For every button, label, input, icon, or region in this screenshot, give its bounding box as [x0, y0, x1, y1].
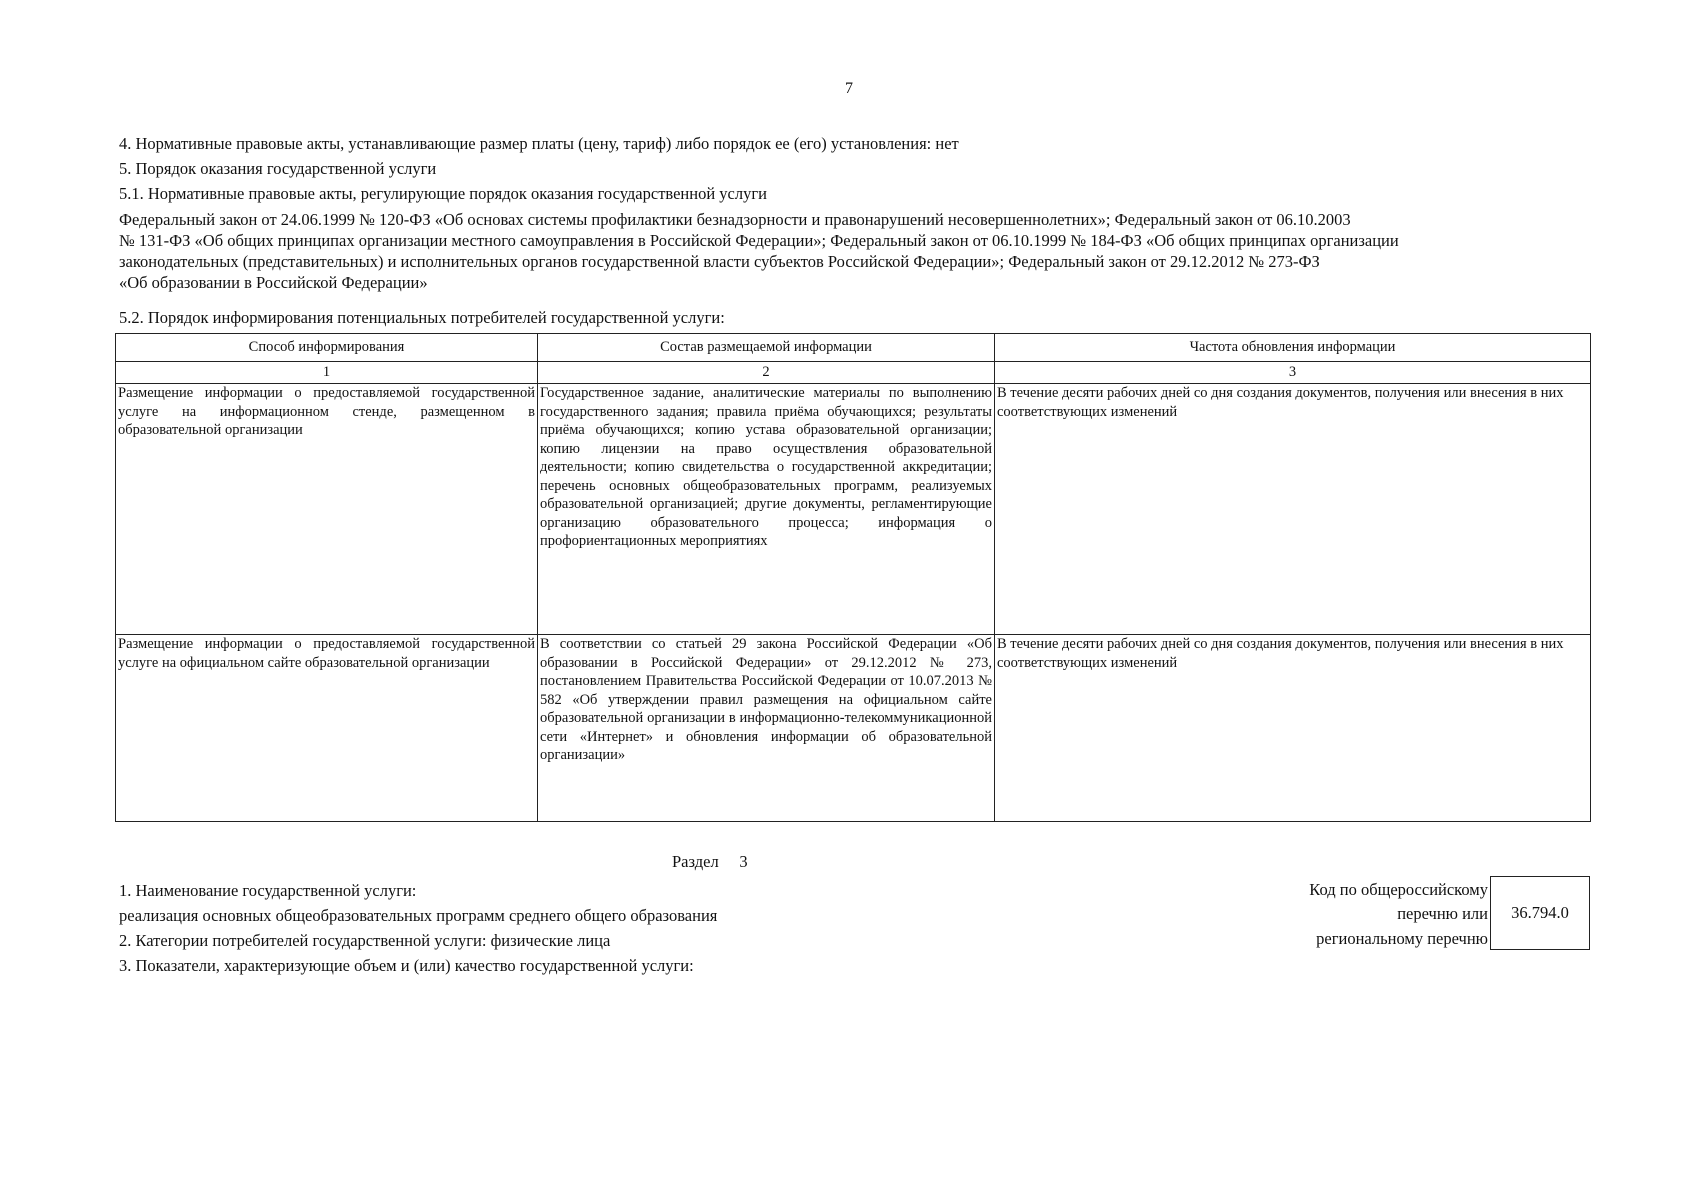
- service-code-value: 36.794.0: [1511, 903, 1569, 922]
- service-name-value: реализация основных общеобразовательных программ среднего общего образования: [119, 906, 718, 925]
- cell-method: Размещение информации о предоставляемой государственной услуге на официальном сайте образовательной организации: [116, 635, 538, 822]
- item-5-1-normative-acts: 5.1. Нормативные правовые акты, регулирующие порядок оказания государственной услуги: [119, 184, 767, 203]
- section-number: 3: [739, 852, 748, 871]
- header-method: Способ информирования: [116, 334, 538, 362]
- table-row: [116, 635, 1591, 822]
- code-label-line-1: Код по общероссийскому: [1309, 880, 1488, 899]
- informing-table: [115, 333, 1591, 822]
- column-number: 2: [538, 362, 995, 384]
- header-frequency: Частота обновления информации: [995, 334, 1591, 362]
- cell-content: Государственное задание, аналитические материалы по выполнению государственного задания; правила приёма обучающихся; результаты приёма обучающихся; копию устава образовательной организации; копию лицензии на право осуществления образовательной деятельности; копию свидетельства о государственной аккредитации; перечень основных общеобразовательных программ, реализуемых образовательной организацией; другие документы, регламентирующие организацию образовательного процесса; информация о профориентационных мероприятиях: [538, 384, 995, 635]
- item-5-2-informing-procedure: 5.2. Порядок информирования потенциальных потребителей государственной услуги:: [119, 308, 725, 327]
- service-code-box: [1490, 876, 1590, 950]
- cell-frequency: В течение десяти рабочих дней со дня создания документов, получения или внесения в них соответствующих изменений: [995, 384, 1591, 635]
- cell-method: Размещение информации о предоставляемой государственной услуге на информационном стенде, размещенном в образовательной организации: [116, 384, 538, 635]
- cell-content: В соответствии со статьей 29 закона Российской Федерации «Об образовании в Российской Федерации» от 29.12.2012 № 273, постановлением Правительства Российской Федерации от 10.07.2013 № 582 «Об утверждении правил размещения на официальном сайте образовательной организации в информационно-телекоммуникационной сети «Интернет» и обновления информации об образовательной организации»: [538, 635, 995, 822]
- header-content: Состав размещаемой информации: [538, 334, 995, 362]
- item-5-service-procedure: 5. Порядок оказания государственной услуги: [119, 159, 437, 178]
- service-indicators: 3. Показатели, характеризующие объем и (или) качество государственной услуги:: [119, 956, 694, 975]
- column-number: 1: [116, 362, 538, 384]
- table-number-row: [116, 362, 1591, 384]
- section-heading: [672, 852, 748, 872]
- laws-paragraph: Федеральный закон от 24.06.1999 № 120-ФЗ «Об основах системы профилактики безнадзорности и правонарушений несовершеннолетних»; Федеральный закон от 06.10.2003 № 131-ФЗ «Об общих принципах организации местного самоуправления в Российской Федерации»; Федеральный закон от 06.10.1999 № 184-ФЗ «Об общих принципах организации законодательных (представительных) и исполнительных органов государственной власти субъектов Российской Федерации»; Федеральный закон от 29.12.2012 № 273-ФЗ «Об образовании в Российской Федерации»: [119, 210, 1399, 292]
- section-label: Раздел: [672, 852, 719, 871]
- code-label-line-2: перечню или: [1397, 904, 1488, 923]
- column-number: 3: [995, 362, 1591, 384]
- consumer-categories: 2. Категории потребителей государственной услуги: физические лица: [119, 931, 611, 950]
- code-label-line-3: региональному перечню: [1316, 929, 1488, 948]
- cell-frequency: В течение десяти рабочих дней со дня создания документов, получения или внесения в них соответствующих изменений: [995, 635, 1591, 822]
- page-number: 7: [845, 80, 853, 97]
- table-row: [116, 384, 1591, 635]
- table-header-row: [116, 334, 1591, 362]
- service-name-label: 1. Наименование государственной услуги:: [119, 881, 417, 900]
- item-4-normative-acts-fee: 4. Нормативные правовые акты, устанавливающие размер платы (цену, тариф) либо порядок ее (его) установления: нет: [119, 134, 959, 153]
